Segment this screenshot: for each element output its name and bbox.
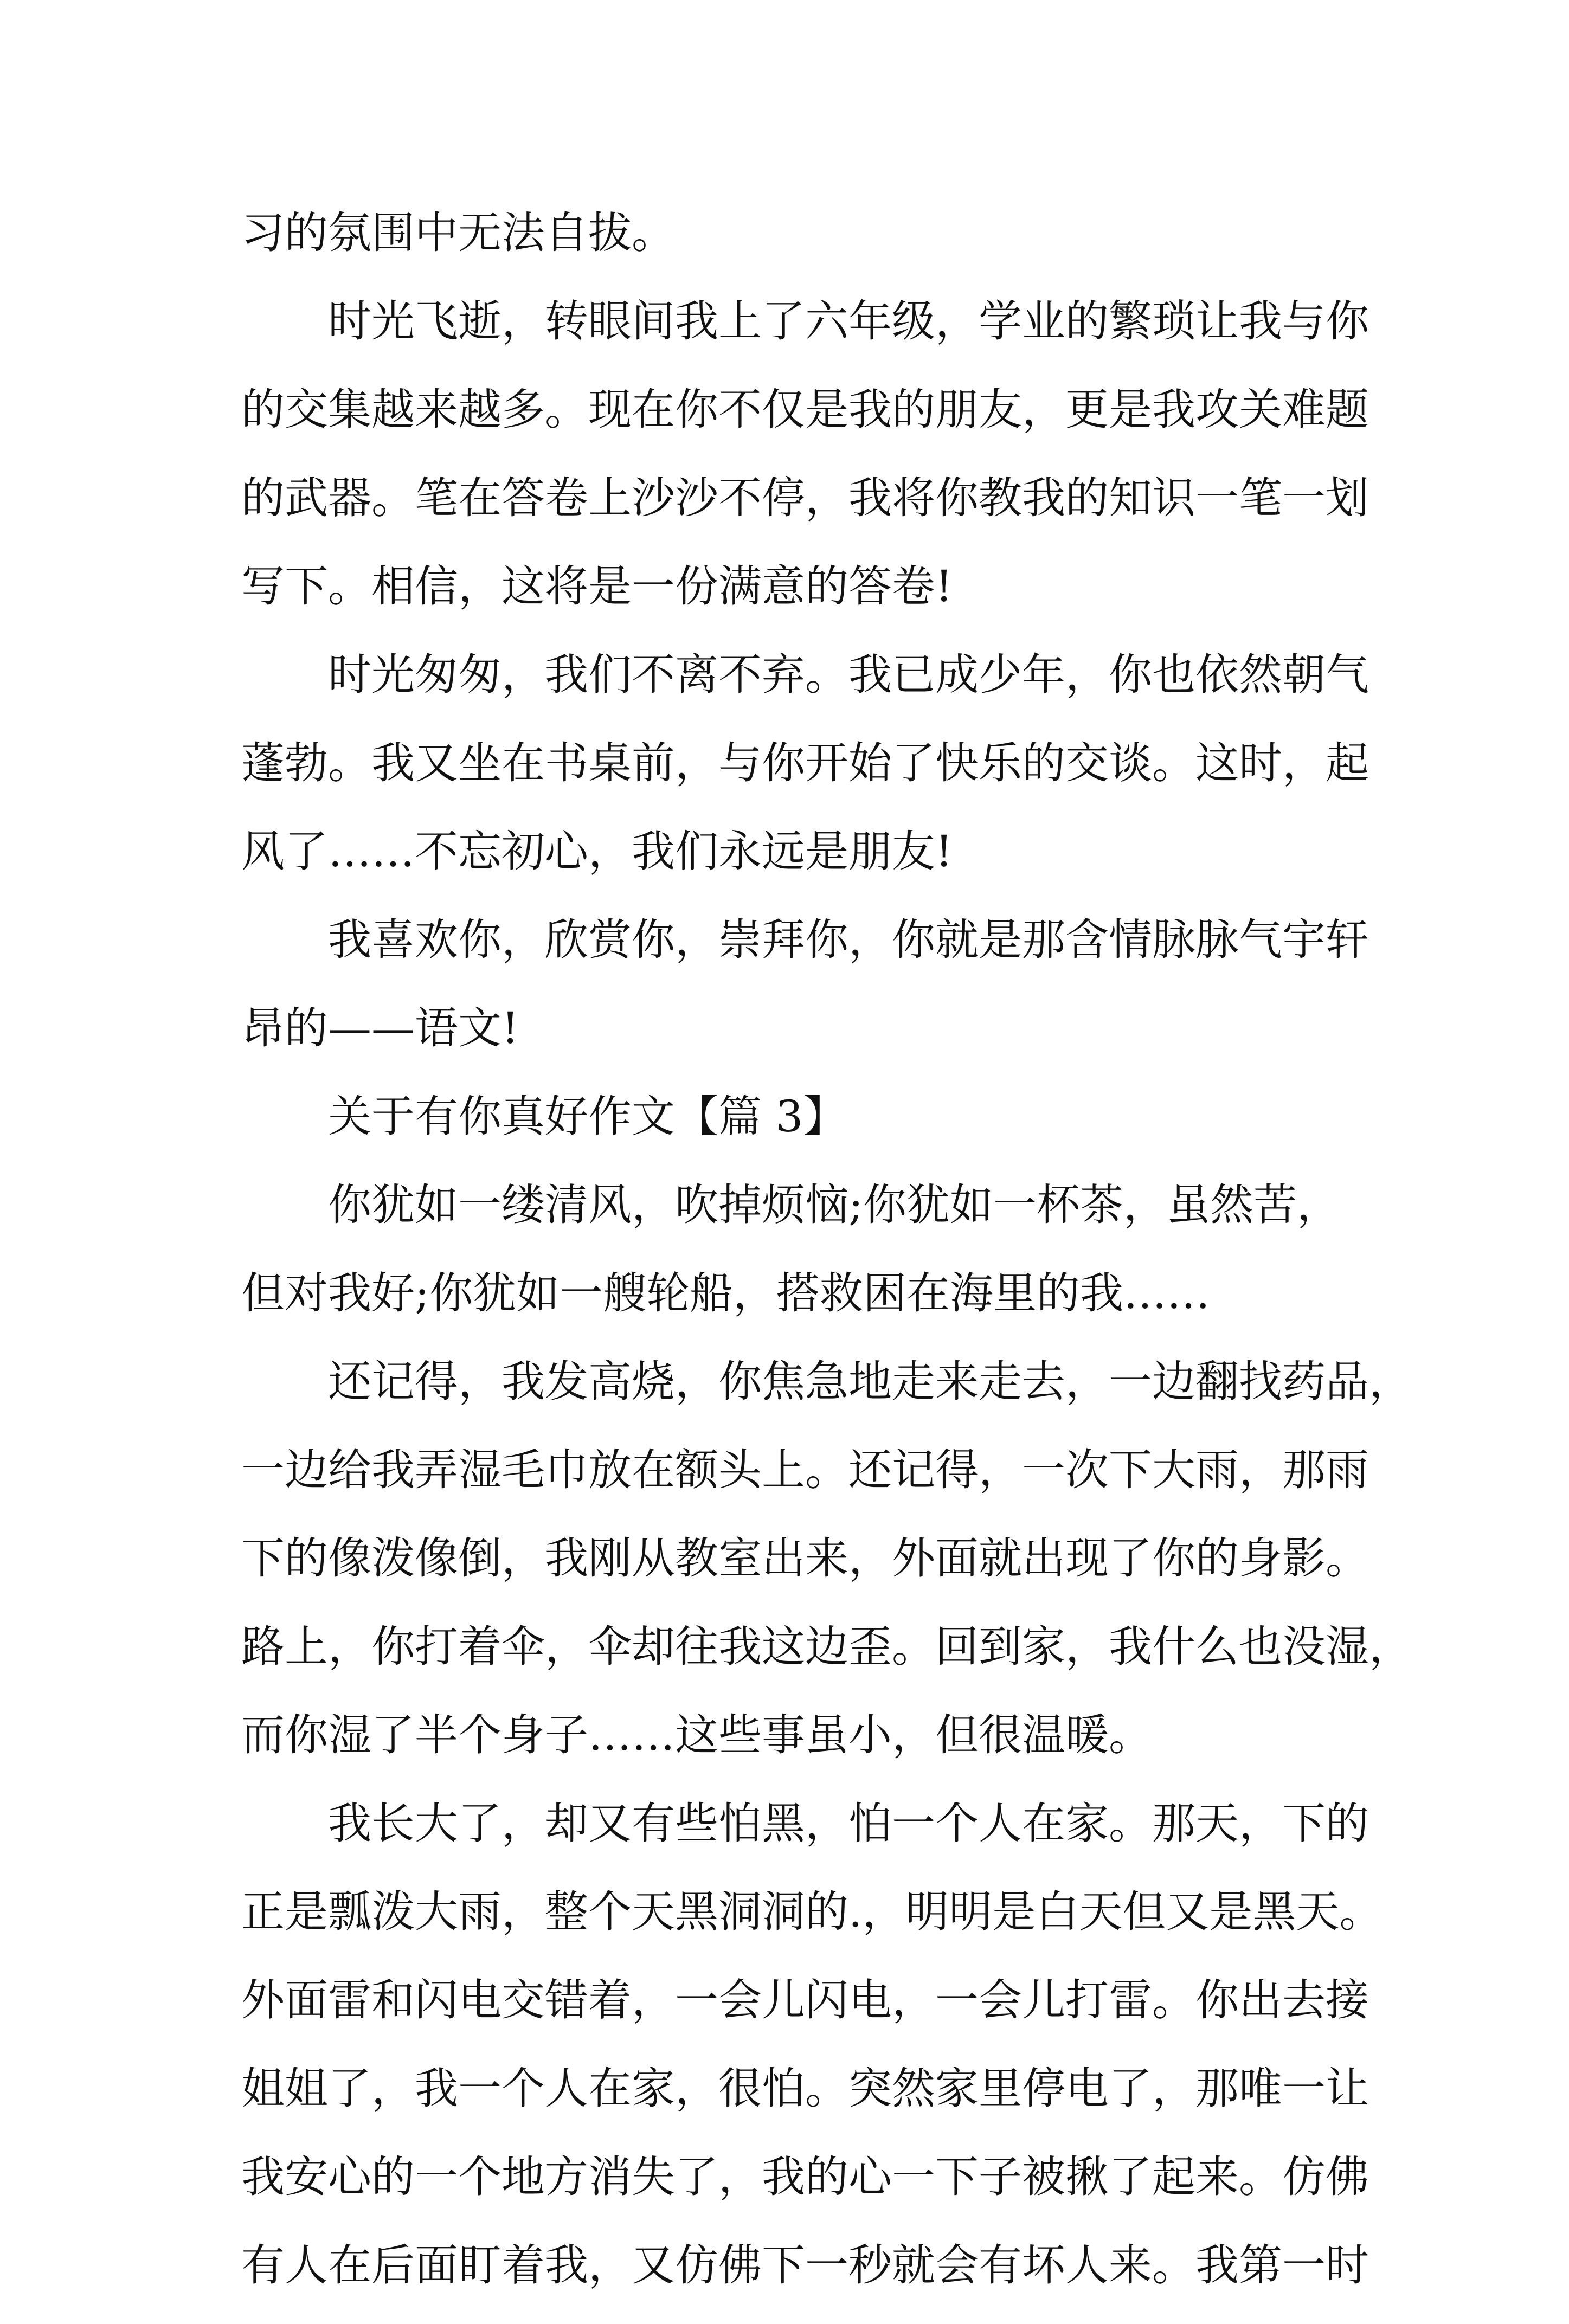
text-line: 而你湿了半个身子……这些事虽小，但很温暖。 xyxy=(241,1710,1152,1760)
body-text xyxy=(241,203,1412,2324)
text-line: 我长大了，却又有些怕黑，怕一个人在家。那天，下的 xyxy=(328,1798,1369,1849)
text-line: 蓬勃。我又坐在书桌前，与你开始了快乐的交谈。这时，起 xyxy=(241,738,1369,788)
text-line: 路上，你打着伞，伞却往我这边歪。回到家，我什么也没湿， xyxy=(241,1621,1412,1672)
text-line: 有人在后面盯着我，又仿佛下一秒就会有坏人来。我第一时 xyxy=(241,2240,1369,2290)
text-line: 的武器。笔在答卷上沙沙不停，我将你教我的知识一笔一划 xyxy=(241,473,1369,523)
text-line: 你犹如一缕清风，吹掉烦恼;你犹如一杯茶，虽然苦， xyxy=(328,1180,1340,1230)
text-line: 习的氛围中无法自拔。 xyxy=(241,208,675,258)
text-line: 还记得，我发高烧，你焦急地走来走去，一边翻找药品， xyxy=(328,1356,1412,1407)
text-line: 正是瓢泼大雨，整个天黑洞洞的.，明明是白天但又是黑天。 xyxy=(241,1887,1383,1937)
text-line: 写下。相信，这将是一份满意的答卷! xyxy=(241,561,953,611)
text-line: 昂的——语文! xyxy=(241,1003,519,1053)
text-line: 但对我好;你犹如一艘轮船，搭救困在海里的我…… xyxy=(241,1268,1210,1318)
text-line: 我喜欢你，欣赏你，崇拜你，你就是那含情脉脉气宇轩 xyxy=(328,915,1369,965)
text-line: 关于有你真好作文【篇 3】 xyxy=(328,1091,847,1142)
text-line: 我安心的一个地方消失了，我的心一下子被揪了起来。仿佛 xyxy=(241,2152,1369,2202)
text-line: 时光匆匆，我们不离不弃。我已成少年，你也依然朝气 xyxy=(328,649,1369,700)
text-line: 外面雷和闪电交错着，一会儿闪电，一会儿打雷。你出去接 xyxy=(241,1975,1369,2025)
text-line: 姐姐了，我一个人在家，很怕。突然家里停电了，那唯一让 xyxy=(241,2063,1369,2114)
text-line: 下的像泼像倒，我刚从教室出来，外面就出现了你的身影。 xyxy=(241,1533,1369,1583)
text-line: 风了……不忘初心，我们永远是朋友! xyxy=(241,826,953,877)
text-line: 的交集越来越多。现在你不仅是我的朋友，更是我攻关难题 xyxy=(241,384,1369,435)
text-line: 时光飞逝，转眼间我上了六年级，学业的繁琐让我与你 xyxy=(328,296,1369,346)
text-line: 一边给我弄湿毛巾放在额头上。还记得，一次下大雨，那雨 xyxy=(241,1445,1369,1495)
